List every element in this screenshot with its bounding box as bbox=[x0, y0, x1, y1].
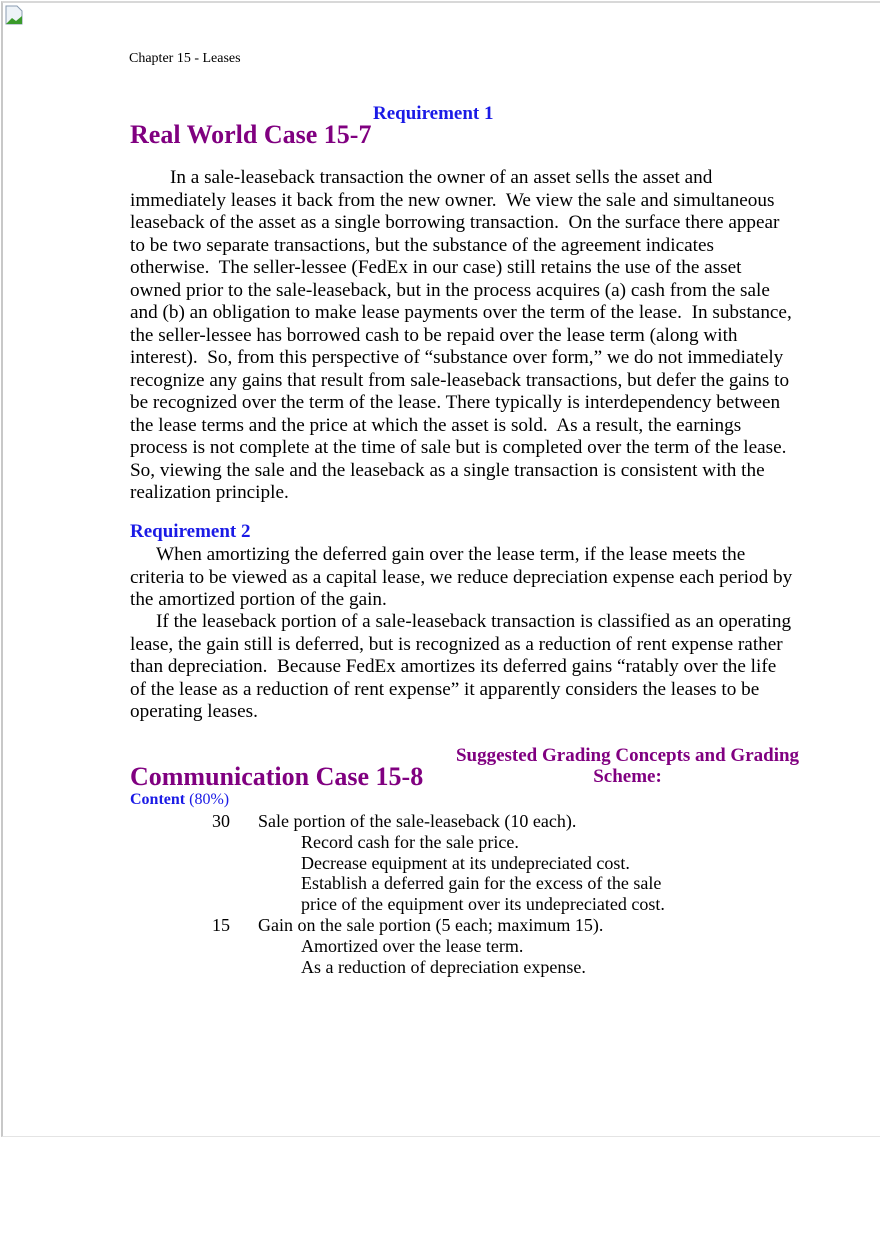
paragraph-2 bbox=[130, 544, 792, 612]
text-line: operating leases. bbox=[130, 701, 258, 722]
text-line: process is not complete at the time of sale but is completed over the term of the lease. bbox=[130, 437, 787, 458]
text-line: the amortized portion of the gain. bbox=[130, 589, 387, 610]
text-line: In a sale-leaseback transaction the owner of an asset sells the asset and bbox=[170, 167, 713, 188]
points: 15 bbox=[212, 915, 230, 935]
text-line: than depreciation. Because FedEx amortizes its deferred gains “ratably over the life bbox=[130, 656, 777, 677]
case-title: Real World Case 15-7 bbox=[130, 120, 372, 149]
case-title: Communication Case 15-8 bbox=[130, 762, 424, 791]
text-line: So, viewing the sale and the leaseback as a single transaction is consistent with the bbox=[130, 459, 765, 481]
text-line: the lease terms and the price at which the asset is sold. As a result, the earnings bbox=[130, 414, 742, 436]
text-line: realization principle. bbox=[130, 482, 289, 503]
points: 30 bbox=[212, 811, 230, 831]
text-line: be recognized over the term of the lease. There typically is interdependency between bbox=[130, 392, 781, 413]
grading-item: Sale portion of the sale-leaseback (10 each). bbox=[258, 811, 577, 831]
broken-image-icon bbox=[4, 4, 24, 26]
grading-subitem: Decrease equipment at its undepreciated cost. bbox=[301, 852, 630, 873]
text-line: owned prior to the sale-leaseback, but in the process acquires (a) cash from the sale bbox=[130, 279, 770, 301]
content-label bbox=[130, 791, 229, 809]
grading-subitem: As a reduction of depreciation expense. bbox=[301, 956, 586, 977]
text-line: and (b) an obligation to make lease payments over the term of the lease. In substance, bbox=[130, 302, 792, 323]
grading-heading-line: Suggested Grading Concepts and Grading bbox=[455, 745, 800, 766]
text-line: otherwise. The seller-lessee (FedEx in our case) still retains the use of the asset bbox=[130, 257, 742, 278]
text-line: If the leaseback portion of a sale-leaseback transaction is classified as an operating bbox=[156, 611, 792, 632]
requirement-2-heading: Requirement 2 bbox=[130, 521, 251, 542]
text-line: to be two separate transactions, but the substance of the agreement indicates bbox=[130, 234, 714, 256]
grading-subitem: Establish a deferred gain for the excess of the sale bbox=[301, 873, 662, 894]
text-line: When amortizing the deferred gain over the lease term, if the lease meets the bbox=[156, 544, 746, 565]
text-line: of the lease as a reduction of rent expense” it apparently considers the leases to be bbox=[130, 678, 760, 700]
text-line: recognize any gains that result from sale-leaseback transactions, but defer the gains to bbox=[130, 369, 790, 391]
content-percent: (80%) bbox=[189, 791, 230, 808]
paragraph-1 bbox=[130, 167, 792, 505]
text-line: immediately leases it back from the new owner. We view the sale and simultaneous bbox=[130, 189, 775, 211]
text-line: lease, the gain still is deferred, but is recognized as a reduction of rent expense rather bbox=[130, 633, 783, 655]
running-header: Chapter 15 - Leases bbox=[129, 51, 241, 66]
text-line: leaseback of the asset as a single borrowing transaction. On the surface there appear bbox=[130, 212, 780, 233]
content-label-text: Content bbox=[130, 791, 186, 808]
text-line: criteria to be viewed as a capital lease, we reduce depreciation expense each period by bbox=[130, 566, 793, 588]
grading-subitem: Amortized over the lease term. bbox=[301, 935, 524, 956]
grading-item: Gain on the sale portion (5 each; maximum 15). bbox=[258, 915, 604, 935]
text-line: the seller-lessee has borrowed cash to be repaid over the lease term (along with bbox=[130, 324, 738, 346]
requirement-1-heading: Requirement 1 bbox=[373, 103, 494, 124]
grading-subitem: Record cash for the sale price. bbox=[301, 831, 519, 852]
grading-heading-line: Scheme: bbox=[593, 766, 662, 787]
grading-subitem: price of the equipment over its undepreciated cost. bbox=[301, 894, 665, 915]
paragraph-3 bbox=[130, 611, 791, 724]
grading-scheme-heading bbox=[430, 745, 825, 787]
text-line: interest). So, from this perspective of “substance over form,” we do not immediately bbox=[130, 347, 784, 368]
